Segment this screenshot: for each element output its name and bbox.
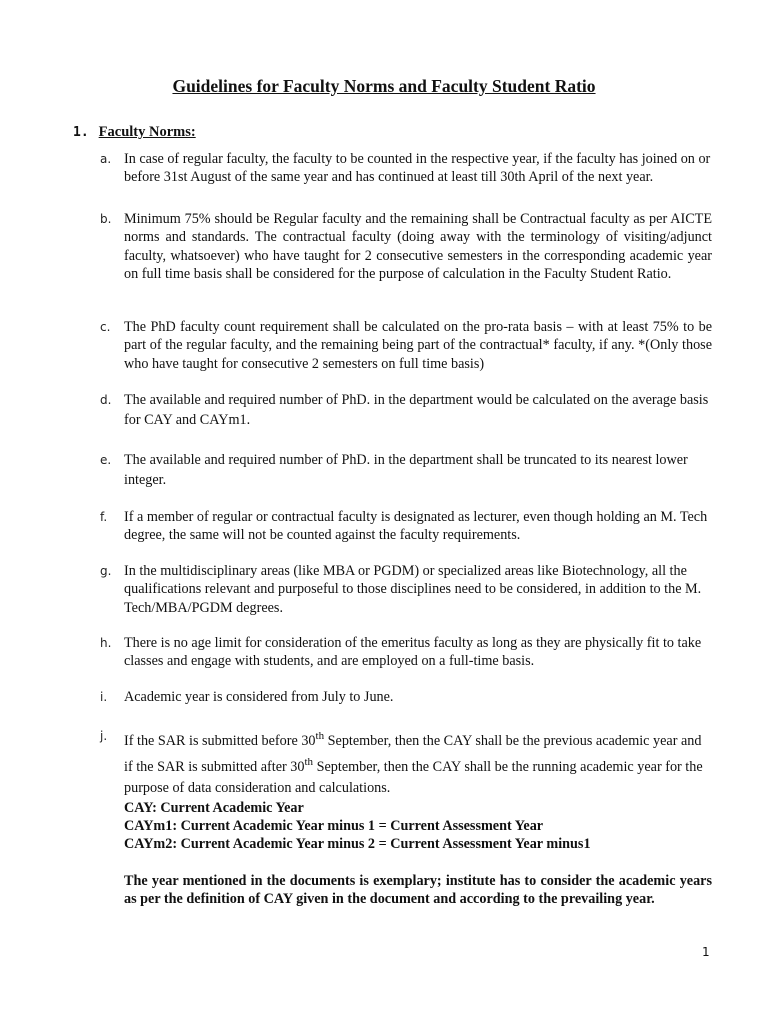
list-item-text: In the multidisciplinary areas (like MBA or PGDM) or specialized areas like Biotechnology, all the qualifications relevant and purposeful to those disciplines need to be considered, in addition to the M. Tech/MBA/PGDM degrees.	[124, 563, 702, 616]
list-item-text: The PhD faculty count requirement shall be calculated on the pro-rata basis – with at least 75% to be part of the regular faculty, and the remaining being part of the contractual* faculty, if any. *(Only those who have taught for consecutive 2 semesters on full time basis)	[124, 319, 712, 372]
note-paragraph: The year mentioned in the documents is exemplary; institute has to consider the academic years as per the definition of CAY given in the document and according to the prevailing year.	[124, 873, 712, 908]
list-item-text: The available and required number of PhD. in the department would be calculated on the average basis for CAY and CAYm1.	[124, 392, 709, 428]
list-marker: e.	[100, 453, 112, 467]
list-item-d	[100, 390, 712, 430]
list-item-c	[100, 318, 712, 373]
list-marker: b.	[100, 212, 112, 226]
list-item-f	[100, 508, 712, 545]
page-number: 1	[702, 945, 710, 959]
list-marker: a.	[100, 152, 112, 166]
list-marker: c.	[100, 320, 111, 334]
list-item-j	[100, 726, 712, 799]
text-run: If the SAR is submitted before 30	[124, 733, 316, 749]
list-item-text: The available and required number of PhD. in the department shall be truncated to its nearest lower integer.	[124, 452, 688, 488]
page-title: Guidelines for Faculty Norms and Faculty Student Ratio	[172, 76, 596, 96]
section-heading-text: Faculty Norms:	[98, 124, 196, 140]
list-marker: i.	[100, 690, 108, 704]
definition-caym1: CAYm1: Current Academic Year minus 1 = Current Assessment Year	[124, 818, 544, 834]
list-marker: d.	[100, 393, 112, 407]
definitions-block	[124, 799, 712, 853]
list-marker: h.	[100, 636, 112, 650]
list-marker: j.	[100, 729, 108, 743]
list-item-a	[100, 150, 712, 187]
superscript: th	[304, 756, 314, 768]
list-item-h	[100, 634, 712, 671]
list-item-text: Academic year is considered from July to June.	[124, 689, 394, 705]
text-run: September, then the CAY shall be the running academic year for the purpose of data consideration and calculations.	[124, 759, 703, 796]
list-item-text: There is no age limit for consideration of the emeritus faculty as long as they are physically fit to take classes and engage with students, and are employed on a full-time basis.	[124, 635, 702, 670]
list-item-text: In case of regular faculty, the faculty to be counted in the respective year, if the faculty has joined on or before 31st August of the same year and has continued at least till 30th April of the next year.	[124, 151, 711, 186]
list-item-text: Minimum 75% should be Regular faculty and the remaining shall be Contractual faculty as per AICTE norms and standards. The contractual faculty (doing away with the terminology of visiting/adjunct faculty, whatsoever) who have taught for 2 consecutive semesters in the corresponding academic year on full time basis shall be considered for the purpose of calculation in the Faculty Student Ratio.	[124, 211, 712, 282]
list-item-e	[100, 450, 712, 490]
superscript: th	[315, 730, 325, 742]
list-item-text	[124, 726, 712, 799]
list-item-i	[100, 688, 712, 706]
list-item-b	[100, 210, 712, 283]
definition-caym2: CAYm2: Current Academic Year minus 2 = Current Assessment Year minus1	[124, 836, 591, 852]
list-marker: g.	[100, 564, 112, 578]
list-item-text: If a member of regular or contractual faculty is designated as lecturer, even though holding an M. Tech degree, the same will not be counted against the faculty requirements.	[124, 509, 708, 544]
list-marker: f.	[100, 510, 108, 524]
definition-cay: CAY: Current Academic Year	[124, 800, 304, 816]
section-heading	[73, 124, 196, 141]
section-number: 1.	[73, 125, 89, 140]
text-run: September, then the CAY shall be the previous academic year and if the SAR is submitted after 30	[124, 733, 702, 775]
list-item-g	[100, 562, 712, 617]
